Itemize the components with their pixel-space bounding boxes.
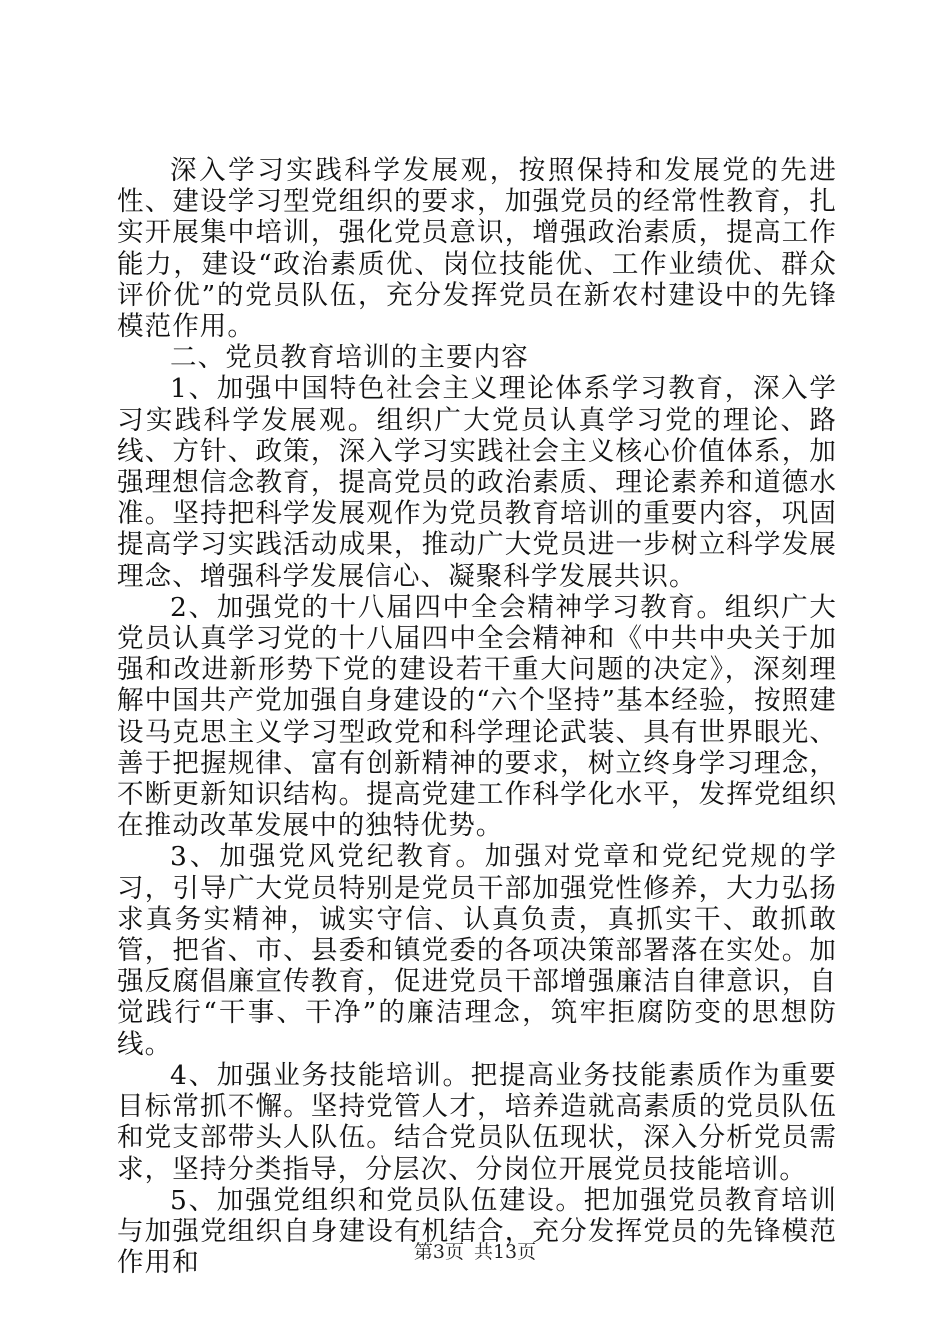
- section-heading: 二、党员教育培训的主要内容: [170, 342, 529, 374]
- document-body: [117, 155, 837, 1278]
- paragraph-intro: 深入学习实践科学发展观，按照保持和发展党的先进性、建设学习型党组织的要求，加强党员的经常性教育，扎实开展集中培训，强化党员意识，增强政治素质，提高工作能力，建设“政治素质优、岗位技能优、工作业绩优、群众评价优”的党员队伍，充分发挥党员在新农村建设中的先锋模范作用。: [117, 155, 837, 343]
- paragraph-item-4: 4、加强业务技能培训。把提高业务技能素质作为重要目标常抓不懈。坚持党管人才，培养造就高素质的党员队伍和党支部带头人队伍。结合党员队伍现状，深入分析党员需求，坚持分类指导，分层次、分岗位开展党员技能培训。: [117, 1059, 837, 1185]
- page-footer: [0, 1240, 950, 1264]
- paragraph-item-1: 1、加强中国特色社会主义理论体系学习教育，深入学习实践科学发展观。组织广大党员认真学习党的理论、路线、方针、政策，深入学习实践社会主义核心价值体系，加强理想信念教育，提高党员的政治素质、理论素养和道德水准。坚持把科学发展观作为党员教育培训的重要内容，巩固提高学习实践活动成果，推动广大党员进一步树立科学发展理念、增强科学发展信心、凝聚科学发展共识。: [117, 373, 837, 592]
- paragraph-item-2: 2、加强党的十八届四中全会精神学习教育。组织广大党员认真学习党的十八届四中全会精神和《中共中央关于加强和改进新形势下党的建设若干重大问题的决定》，深刻理解中国共产党加强自身建设的“六个坚持”基本经验，按照建设马克思主义学习型政党和科学理论武装、具有世界眼光、善于把握规律、富有创新精神的要求，树立终身学习理念，不断更新知识结构。提高党建工作科学化水平，发挥党组织在推动改革发展中的独特优势。: [117, 591, 837, 842]
- page-number: 第3页: [413, 1241, 464, 1263]
- page-total: 共13页: [473, 1241, 537, 1263]
- paragraph-item-5: 5、加强党组织和党员队伍建设。把加强党员教育培训与加强党组织自身建设有机结合，充分发挥党员的先锋模范作用和: [117, 1184, 837, 1279]
- paragraph-item-3: 3、加强党风党纪教育。加强对党章和党纪党规的学习，引导广大党员特别是党员干部加强党性修养，大力弘扬求真务实精神，诚实守信、认真负责，真抓实干、敢抓敢管，把省、市、县委和镇党委的各项决策部署落在实处。加强反腐倡廉宣传教育，促进党员干部增强廉洁自律意识，自觉践行“干事、干净”的廉洁理念，筑牢拒腐防变的思想防线。: [117, 841, 837, 1060]
